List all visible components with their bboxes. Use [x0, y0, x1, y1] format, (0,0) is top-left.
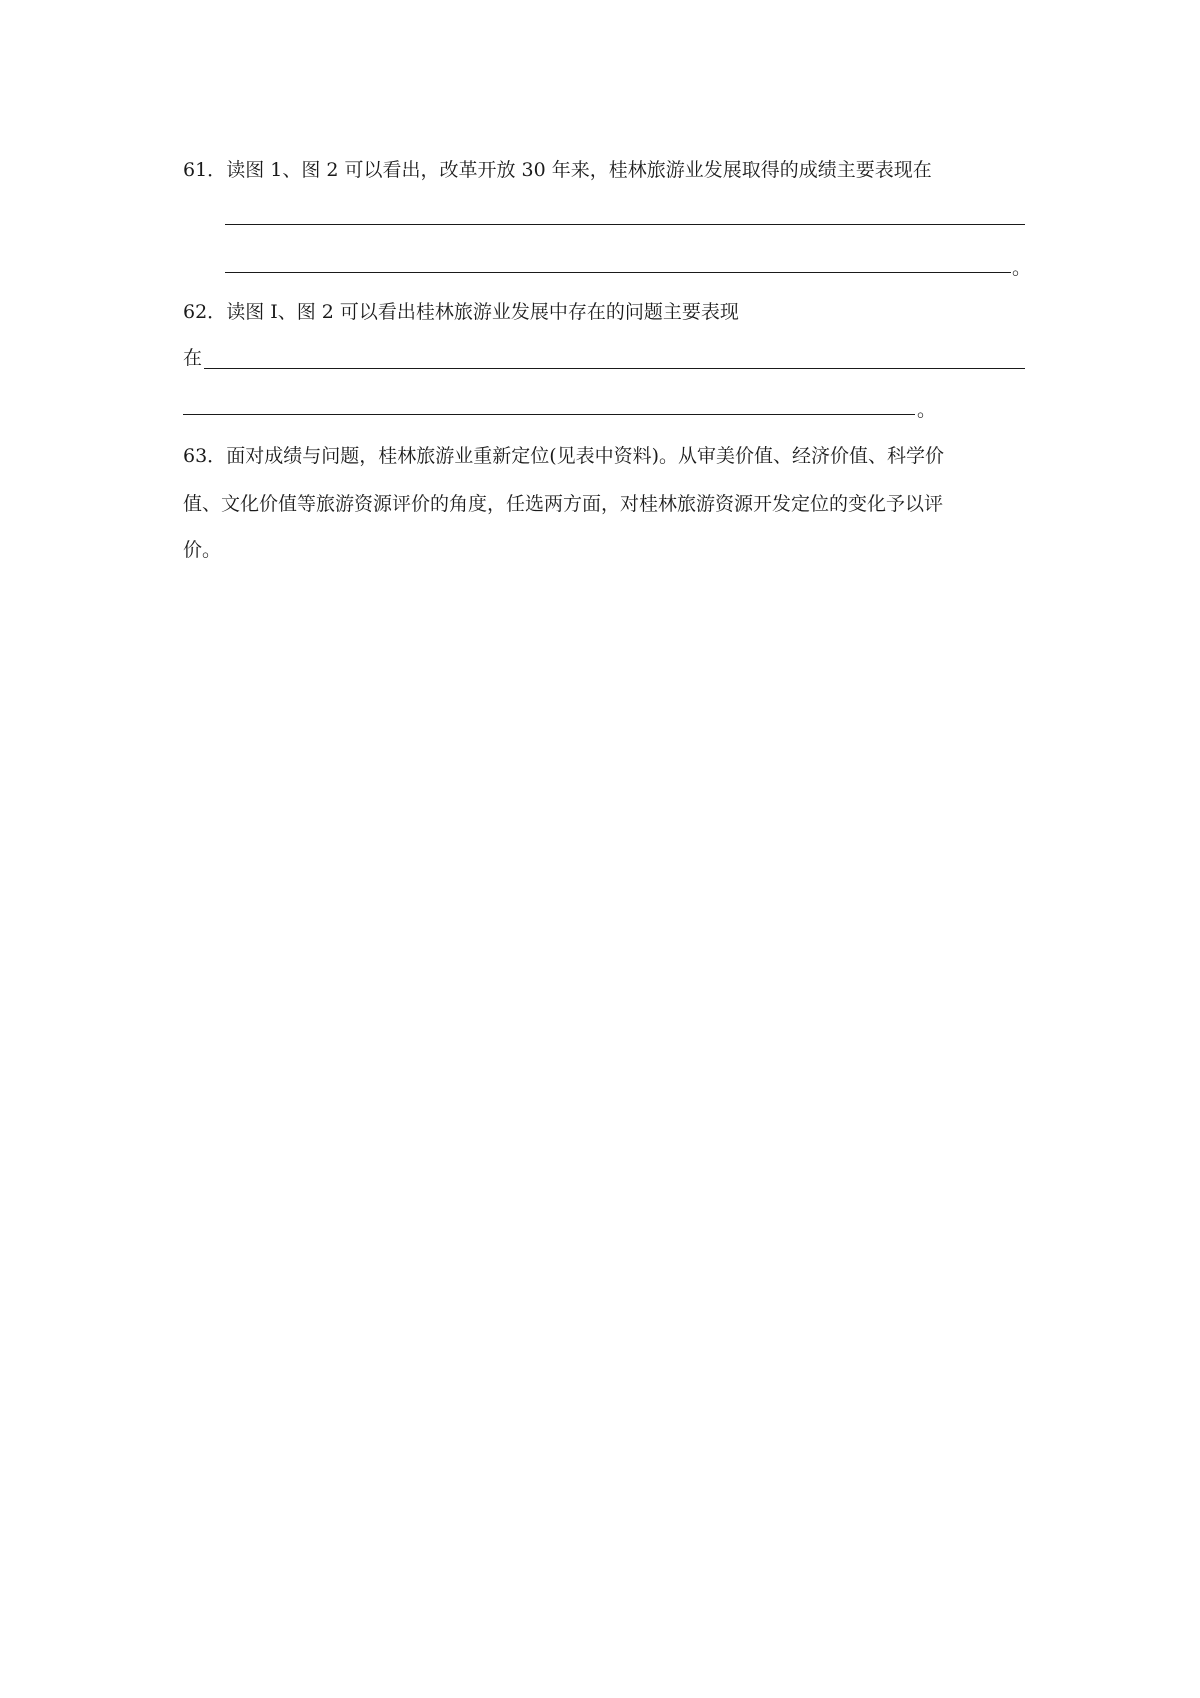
question-61 [183, 158, 932, 182]
question-61-text: 读图 1、图 2 可以看出，改革开放 30 年来，桂林旅游业发展取得的成绩主要表现在 [226, 159, 932, 181]
question-62 [183, 300, 739, 324]
answer-61-line-1[interactable] [225, 224, 1025, 225]
question-62-lead: 在 [183, 347, 203, 369]
answer-62-period: 。 [917, 399, 937, 421]
question-63-number: 63． [183, 445, 227, 467]
answer-62-line-1[interactable] [204, 368, 1025, 369]
question-63-line-3 [183, 538, 221, 562]
answer-61-line-2[interactable] [225, 272, 1011, 273]
question-63-text-3: 价。 [183, 539, 222, 561]
question-63-text-1: 面对成绩与问题，桂林旅游业重新定位(见表中资料)。从审美价值、经济价值、科学价 [226, 445, 945, 467]
question-62-number: 62． [183, 301, 227, 323]
answer-61-period: 。 [1012, 257, 1032, 279]
answer-62-line-2[interactable] [183, 414, 915, 415]
question-63-line-1 [183, 444, 944, 468]
question-63-text-2: 值、文化价值等旅游资源评价的角度，任选两方面，对桂林旅游资源开发定位的变化予以评 [183, 493, 944, 515]
question-61-number: 61． [183, 159, 227, 181]
question-62-text: 读图 I、图 2 可以看出桂林旅游业发展中存在的问题主要表现 [226, 301, 739, 323]
question-63-line-2 [183, 492, 943, 516]
